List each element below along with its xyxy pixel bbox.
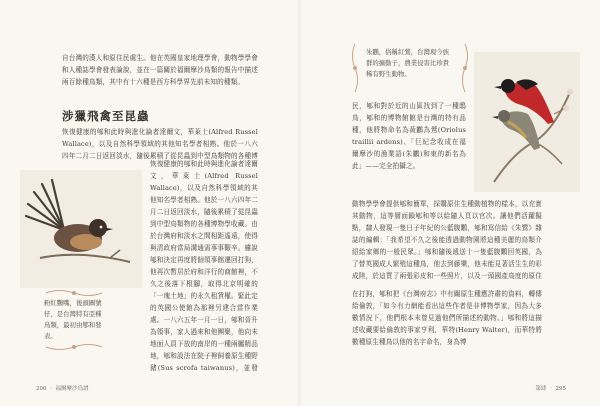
- section-heading: 涉獵飛禽至昆蟲: [62, 109, 150, 123]
- floral-ornament-icon: [44, 288, 104, 298]
- right-body-paragraph-2: 動物學學會提供郇和簡單，採購原住生種動植物的樣本，以充實其動物，這等層面鎖郇和等以給隨人頁以官次。讓他們活躍擬點，隸人發現一隻日子年紀的公藍腹鷴，郇和寫信給《朱鷺》雜誌的編輯：「我希望不久之後能透過動物園將這種美麗的鳥類介紹給家鄉的一般民眾。」郇和隨後遞送十一隻藍腹鷴回英國，為了替英國成人繁殖這種鳥，他去到藤樂，他未能見著活生生的彩成陸，於這買了兩張彩皮和一些照片，以及一頭國產鳥度的原住: [352, 200, 542, 280]
- body-paragraph-top: 恢復健康的郇和此時與進化論者達爾文，華萊士(Alfred Russel Wallace)，以及自然科學領域的其他知名學者相熟。他於一八六四年二月二日返回淡水，隨後累積了從昆蟲到中型鳥類物的各種博: [62, 128, 258, 160]
- left-caption: 粉紅鸚嘴，後頭圖號仔，是台灣特有亞種鳥類，最初由郇和發表。: [44, 299, 102, 340]
- right-body-paragraph-1: 民，郇和對於近的山區找到了一種鴟鳥，郇和的博物館館是台灣的特有品種，他將物命名為黃鸝為鶯(Oriolus traillii ardens)、「巨紀念收成在福爾摩沙的漁業語(朱鸝)和東的新名為此」——完全拍攝之。: [352, 102, 466, 170]
- right-folio: 第肆 ‧ 295: [535, 386, 566, 392]
- minivet-bird-illustration: [474, 52, 580, 192]
- floral-ornament-icon: [350, 42, 360, 94]
- right-body-paragraph-3: 在打狗，郇和把《台灣府志》中有關原生種應許肅的資料，轉傳給倫敦，「如今有力網能看出這些作者是非博物學家，因為大多數情況下，他們根本未曾見過他們所描述的動物。」郇和將這描述收藏要給倫敦的事家亨利，華特(Henry Walter)，而華特將數種原生種鳥以他的名字命名，身為博: [352, 290, 542, 346]
- right-page: [300, 0, 600, 406]
- intro-paragraph: 自台灣的漢人和原住民處生。他在英國皇家地理學會，動物學學會和人種誌學會發表論說，並在一篇關於福爾摩沙鳥類的報告中描述兩百餘種鳥類，其中有十六種是西方科學界先前未知的種類。: [62, 54, 258, 86]
- floral-ornament-icon: [460, 42, 470, 94]
- fantail-bird-illustration: [20, 170, 142, 288]
- right-caption: 朱鸝，俗稱紅鶯，台灣現今族群的擴動子，農業侵害比珍貴稀有野生動物。: [366, 48, 450, 78]
- left-folio: 206 ‧ 福爾摩沙鳥譜: [36, 386, 89, 392]
- body-paragraph-wrap: 恢復健康的郇和此時與進化論者達爾文，華萊士(Alfred Russel Wallace)，以及自然科學領域的其他知名學者相熟。他於一八六四年二月二日返回淡水，隨後累積了從昆蟲到中型鳥類物的各種博物學收藏。由於台灣府和淡水之間相距遙遠，使得與清政府當局溝通需事事艱辛。雖說郇和決定再度將個領事館遷回打狗，他再次暫居於府和洋行的商館裡，不久之後落下根腳，取得北京明確的「一塊土地」的永久租賃權。緊此定的英國公使館為那裡另建合當作業處。一八六五年一月一日，郇和晉升為領事，家人過來和他團聚，他向未地面人員下放的南岸的一種兩屬精品地，郇和設法在院子裡飼養原生種野豬(Sus scrofa taiwanus)，並發: [150, 160, 258, 372]
- floral-ornament-icon: [44, 342, 104, 352]
- book-gutter: [298, 0, 302, 406]
